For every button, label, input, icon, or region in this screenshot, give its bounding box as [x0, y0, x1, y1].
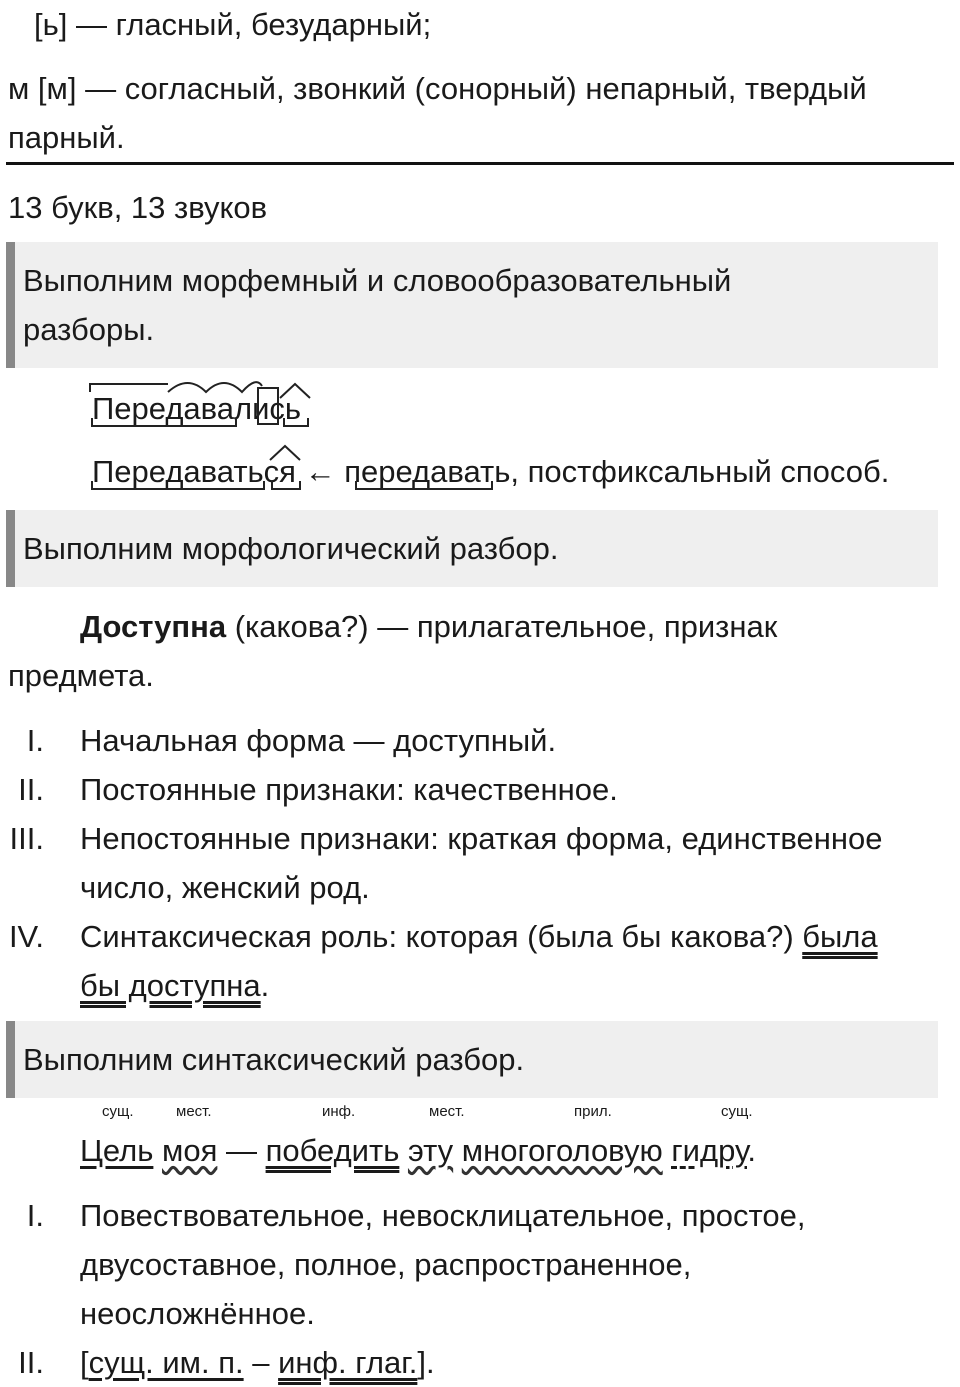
object-word: гидру [671, 1133, 748, 1168]
attribute-word: моя [162, 1133, 218, 1168]
postfix-underline-mark [284, 418, 308, 426]
section-heading-syntax [6, 1021, 938, 1098]
heading-line: Выполним синтаксический разбор. [23, 1042, 525, 1077]
section-heading-morphological [6, 510, 938, 587]
root-arc-mark [168, 382, 262, 392]
postfix-hat-mark [270, 446, 300, 460]
base-word: передавать [344, 454, 511, 489]
scheme-dash: – [243, 1345, 279, 1380]
letters-sounds-summary: 13 букв, 13 звуков [8, 190, 268, 225]
base-underline-mark [356, 481, 492, 489]
phonetic-line-soft-sign: [ь] — гласный, безударный; [34, 7, 432, 42]
attribute-word: эту [407, 1133, 454, 1168]
morph-intro-line [80, 602, 777, 651]
morpheme-marks [0, 0, 960, 520]
heading-line: разборы. [23, 312, 155, 347]
list-item-cont: двусоставное, полное, распространенное, [80, 1247, 692, 1282]
list-item: Непостоянные признаки: краткая форма, единственное [80, 821, 883, 856]
list-item: Начальная форма — доступный. [80, 723, 557, 758]
heading-line: Выполним морфологический разбор. [23, 531, 559, 566]
pos-label: сущ. [721, 1103, 753, 1120]
heading-line: Выполним морфемный и словообразовательный [23, 263, 732, 298]
phonetic-line-m-cont: парный. [8, 120, 125, 155]
ending-box-mark [258, 388, 278, 424]
base-underline-mark [92, 418, 236, 426]
list-item-cont: число, женский род. [80, 870, 370, 905]
list-number: I. [26, 723, 44, 758]
pos-label: мест. [176, 1103, 212, 1120]
scheme-subject: сущ. им. п. [88, 1345, 244, 1380]
scheme-predicate: инф. глаг. [278, 1345, 418, 1380]
list-number: III. [9, 821, 44, 856]
pos-label: сущ. [102, 1103, 134, 1120]
list-item-cont: неосложнённое. [80, 1296, 315, 1331]
analyzed-word: Доступна [80, 609, 227, 644]
list-number: I. [26, 1198, 44, 1233]
morpheme-word-2: Передаваться [92, 454, 296, 489]
phonetic-line-m: м [м] — согласный, звонкий (сонорный) непарный, твердый [8, 71, 867, 106]
list-item: Постоянные признаки: качественное. [80, 772, 618, 807]
sentence-dash: — [217, 1133, 266, 1168]
suffix-hat-mark [280, 384, 310, 398]
list-item [80, 912, 878, 961]
list-number: II. [18, 1345, 44, 1380]
pos-label: прил. [574, 1103, 612, 1120]
list-item: Повествовательное, невосклицательное, простое, [80, 1198, 806, 1233]
attribute-word: многоголовую [461, 1133, 663, 1168]
subject-word: Цель [80, 1133, 154, 1168]
morph-intro-line-2: предмета. [8, 658, 154, 693]
list-number: II. [18, 772, 44, 807]
pos-label: мест. [429, 1103, 465, 1120]
predicate-part: бы доступна [80, 968, 261, 1003]
list-item-cont [80, 961, 269, 1010]
derivation-arrow: ← [304, 454, 336, 489]
sentence-end: . [747, 1133, 756, 1168]
item-text: . [260, 968, 270, 1003]
scheme-bracket: ]. [417, 1345, 435, 1380]
predicate-part: была [802, 919, 878, 954]
postfix-underline-mark [272, 481, 300, 489]
sentence-scheme [80, 1338, 435, 1387]
prefix-mark [90, 384, 168, 392]
pos-label: инф. [322, 1103, 356, 1120]
derivation-method: , постфиксальный способ. [510, 454, 890, 489]
scheme-bracket: [ [80, 1345, 89, 1380]
intro-text: (какова?) — прилагательное, признак [226, 609, 778, 644]
item-text: Синтаксическая роль: которая (была бы какова?) [80, 919, 803, 954]
predicate-word: победить [265, 1133, 400, 1168]
morpheme-word-1: Передавались [92, 391, 302, 426]
list-number: IV. [8, 919, 44, 954]
analyzed-sentence [80, 1126, 756, 1175]
base-underline-mark [92, 481, 264, 489]
